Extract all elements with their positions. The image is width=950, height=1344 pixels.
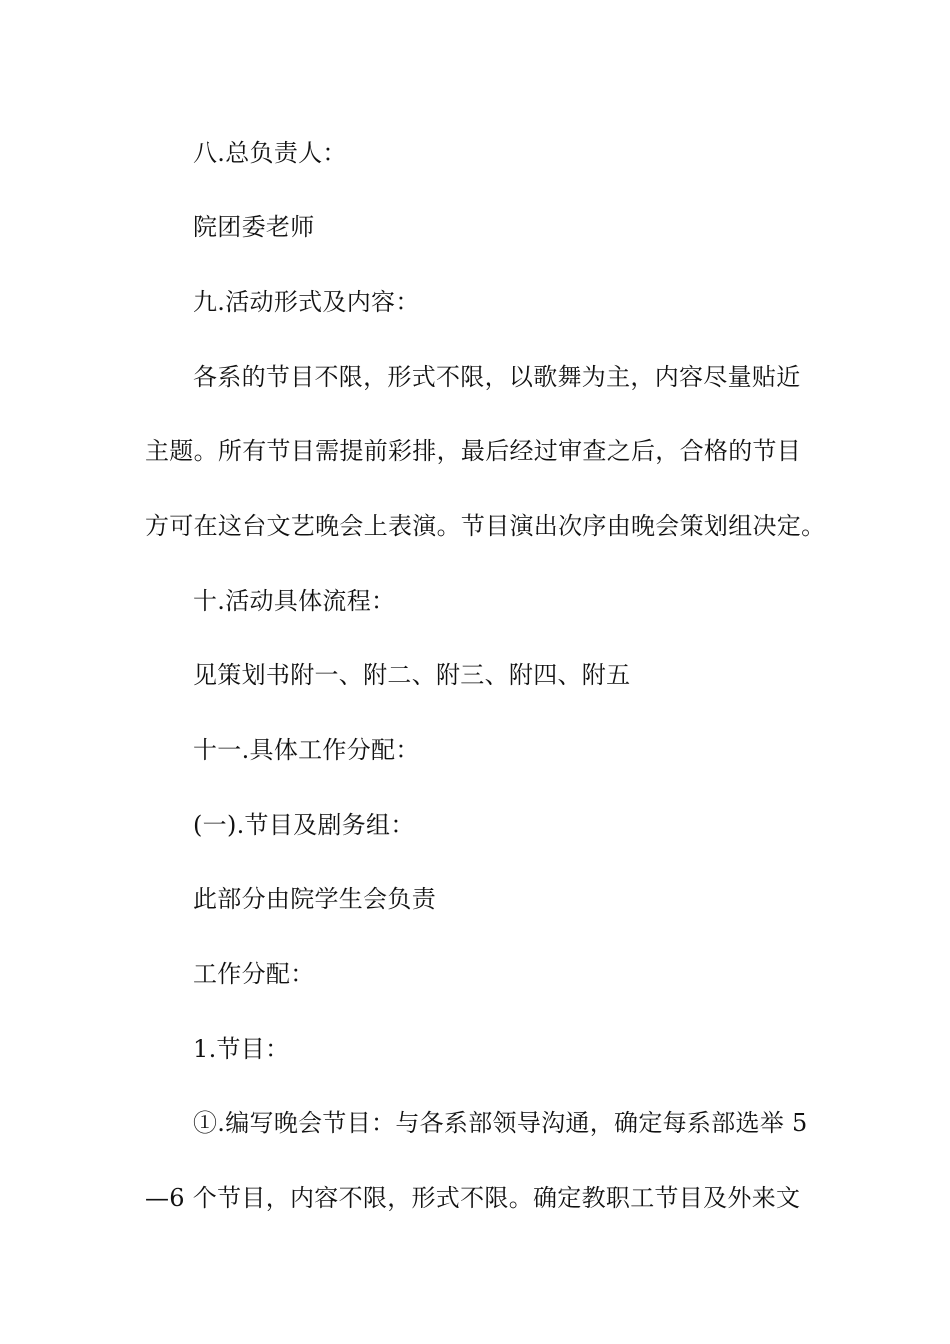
paragraph-general-leader: 院团委老师 (193, 213, 315, 241)
paragraph-activity-form-line-1: 各系的节目不限，形式不限，以歌舞为主，内容尽量贴近 (193, 363, 801, 391)
paragraph-work-assignment-label: 工作分配： (193, 960, 315, 988)
paragraph-activity-form-line-3: 方可在这台文艺晚会上表演。节目演出次序由晚会策划组决定。 (145, 512, 826, 540)
paragraph-program-item-line-2: —6 个节目，内容不限，形式不限。确定教职工节目及外来文 (145, 1184, 801, 1212)
paragraph-activity-process: 见策划书附一、附二、附三、附四、附五 (193, 661, 631, 689)
paragraph-program-group: 此部分由院学生会负责 (193, 885, 436, 913)
paragraph-activity-form-line-2: 主题。所有节目需提前彩排，最后经过审查之后，合格的节目 (145, 437, 802, 465)
list-heading-program: 1.节目： (193, 1035, 290, 1063)
section-heading-general-leader: 八.总负责人： (193, 139, 347, 167)
section-heading-activity-form: 九.活动形式及内容： (193, 288, 420, 316)
section-heading-activity-process: 十.活动具体流程： (193, 587, 396, 615)
section-heading-work-assignment: 十一.具体工作分配： (193, 736, 420, 764)
subsection-heading-program-group: (一).节目及剧务组： (193, 811, 415, 839)
paragraph-program-item-line-1: ①.编写晚会节目：与各系部领导沟通，确定每系部选举 5 (193, 1109, 808, 1137)
